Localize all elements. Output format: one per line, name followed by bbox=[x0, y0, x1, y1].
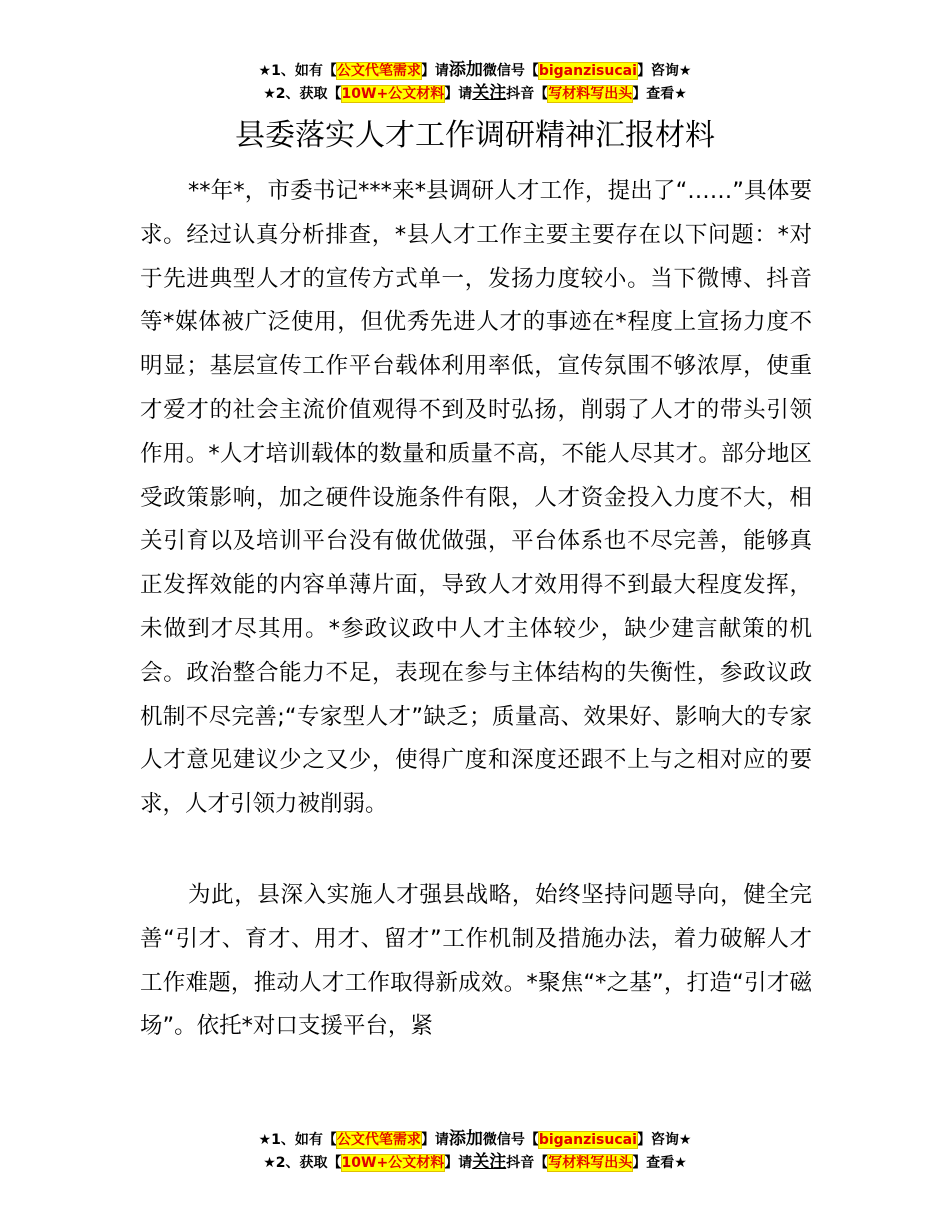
promo-line-1 bbox=[0, 59, 950, 82]
body-paragraph-2: 为此，县深入实施人才强县战略，始终坚持问题导向，健全完善“引才、育才、用才、留才”工作机制及措施办法，着力破解人才工作难题，推动人才工作取得新成效。*聚焦“*之基”，打造“引才磁场”。依托*对口支援平台，紧 bbox=[140, 882, 812, 1040]
star-icon: ★ bbox=[674, 86, 687, 102]
promo-text: 微信号【 bbox=[482, 1132, 539, 1148]
star-icon: ★ bbox=[258, 1132, 272, 1148]
promo-text: 】请 bbox=[444, 1155, 473, 1171]
promo-text: 2、获取【 bbox=[275, 86, 342, 102]
star-icon: ★ bbox=[674, 1155, 687, 1171]
promo-text: 】请 bbox=[420, 63, 449, 79]
promo-banner-top bbox=[0, 59, 950, 105]
star-icon: ★ bbox=[678, 63, 692, 79]
promo-banner-bottom bbox=[0, 1128, 950, 1174]
promo-text: 抖音【 bbox=[506, 1155, 549, 1171]
promo-text: 】查看 bbox=[632, 86, 675, 102]
promo-text: 1、如有【 bbox=[271, 1132, 337, 1148]
promo-highlight-wechat: biganzisucai bbox=[538, 63, 637, 79]
promo-text: 2、获取【 bbox=[275, 1155, 342, 1171]
promo-emphasis: 添加 bbox=[448, 1129, 483, 1149]
promo-text: 微信号【 bbox=[482, 63, 539, 79]
promo-emphasis: 添加 bbox=[448, 60, 483, 80]
promo-text: 】请 bbox=[420, 1132, 449, 1148]
promo-highlight-wechat: biganzisucai bbox=[538, 1132, 637, 1148]
star-icon: ★ bbox=[263, 86, 276, 102]
promo-line-2 bbox=[0, 1151, 950, 1174]
star-icon: ★ bbox=[678, 1132, 692, 1148]
star-icon: ★ bbox=[258, 63, 272, 79]
promo-emphasis: 关注 bbox=[472, 1152, 507, 1172]
promo-text: 】查看 bbox=[632, 1155, 675, 1171]
promo-line-1 bbox=[0, 1128, 950, 1151]
promo-text: 】咨询 bbox=[636, 63, 679, 79]
promo-text: 抖音【 bbox=[506, 86, 549, 102]
promo-highlight: 10W+公文材料 bbox=[341, 86, 445, 102]
promo-highlight: 公文代笔需求 bbox=[336, 1132, 421, 1148]
promo-highlight: 公文代笔需求 bbox=[336, 63, 421, 79]
promo-emphasis: 关注 bbox=[472, 83, 507, 103]
promo-text: 1、如有【 bbox=[271, 63, 337, 79]
promo-text: 】请 bbox=[444, 86, 473, 102]
star-icon: ★ bbox=[263, 1155, 276, 1171]
promo-line-2 bbox=[0, 82, 950, 105]
promo-highlight-douyin: 写材料写出头 bbox=[548, 86, 633, 102]
promo-text: 】咨询 bbox=[636, 1132, 679, 1148]
promo-highlight: 10W+公文材料 bbox=[341, 1155, 445, 1171]
body-paragraph-1: **年*，市委书记***来*县调研人才工作，提出了“……”具体要求。经过认真分析排查，*县人才工作主要主要存在以下问题：*对于先进典型人才的宣传方式单一，发扬力度较小。当下微博、抖音等*媒体被广泛使用，但优秀先进人才的事迹在*程度上宣扬力度不明显；基层宣传工作平台载体利用率低，宣传氛围不够浓厚，使重才爱才的社会主流价值观得不到及时弘扬，削弱了人才的带头引领作用。*人才培训载体的数量和质量不高，不能人尽其才。部分地区受政策影响，加之硬件设施条件有限，人才资金投入力度不大，相关引育以及培训平台没有做优做强，平台体系也不尽完善，能够真正发挥效能的内容单薄片面，导致人才效用得不到最大程度发挥，未做到才尽其用。*参政议政中人才主体较少，缺少建言献策的机会。政治整合能力不足，表现在参与主体结构的失衡性，参政议政机制不尽完善;“专家型人才”缺乏；质量高、效果好、影响大的专家人才意见建议少之又少，使得广度和深度还跟不上与之相对应的要求，人才引领力被削弱。 bbox=[140, 178, 812, 818]
promo-highlight-douyin: 写材料写出头 bbox=[548, 1155, 633, 1171]
document-title: 县委落实人才工作调研精神汇报材料 bbox=[235, 118, 715, 153]
